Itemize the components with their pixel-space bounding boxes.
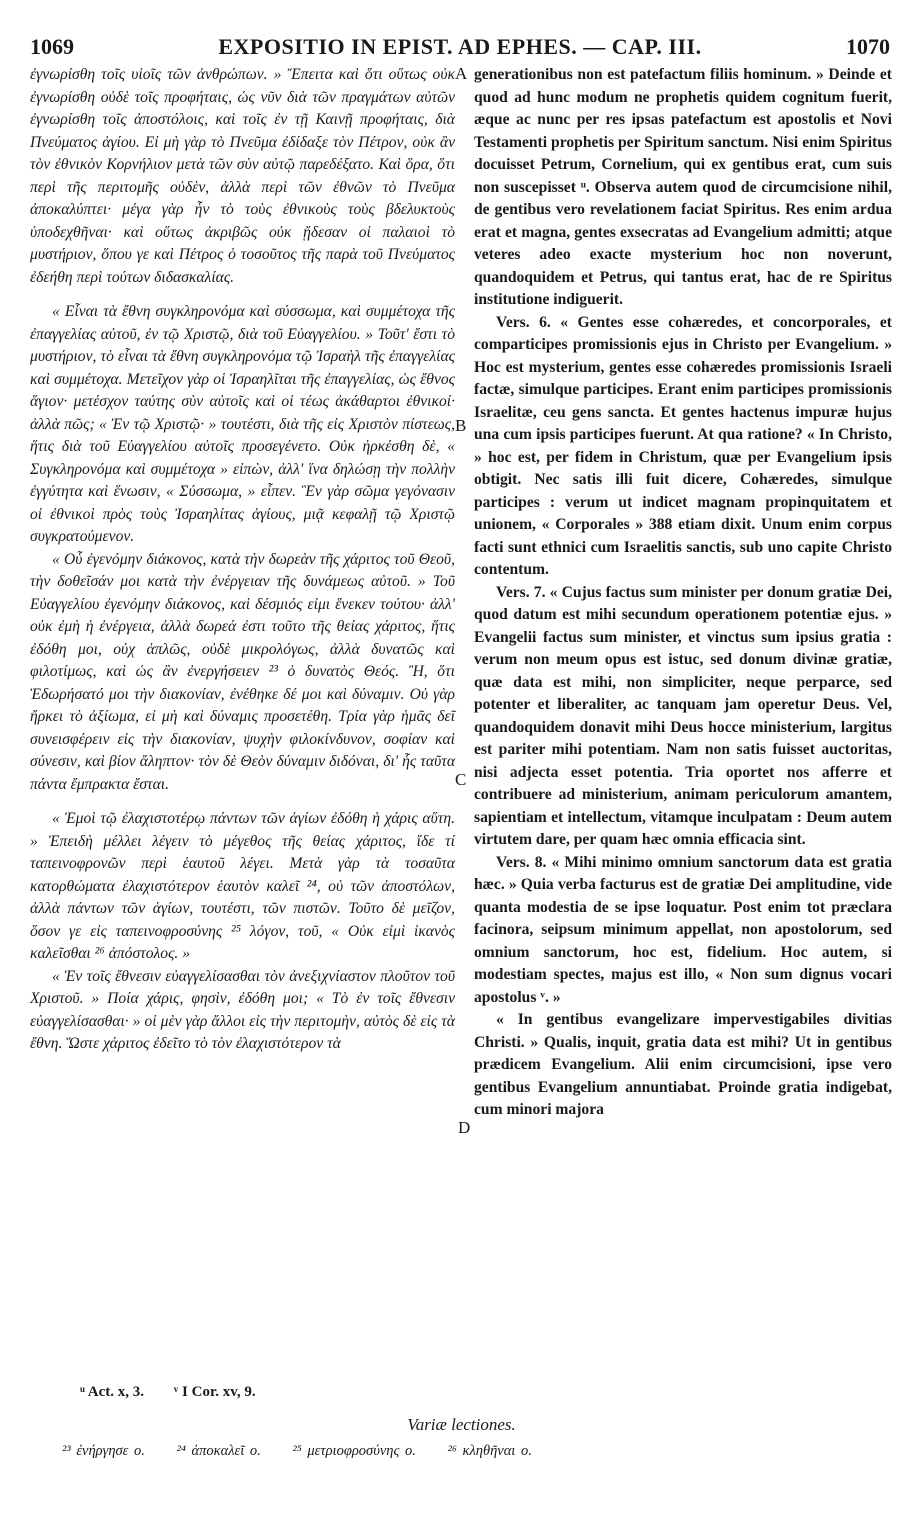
variae-lectiones-heading: Variæ lectiones. [407, 1415, 516, 1434]
page-number-left: 1069 [30, 34, 74, 59]
variant-reading: ²³ ἐνήργησε ο. [62, 1443, 145, 1459]
running-title: EXPOSITIO IN EPIST. AD EPHES. — CAP. III. [218, 34, 702, 59]
section-marker-b: B [455, 416, 467, 435]
variae-lectiones [62, 1443, 882, 1460]
latin-paragraph: Vers. 7. « Cujus factus sum minister per donum gratiæ Dei, quod datum est mihi secundum operationem potentiæ ejus. » Evangelii factus sum minister, et vinctus sum ipsius gratia : verum non meum opus est istuc, sed donum divinæ gratiæ, quæ data est mihi, non simpliciter, neque perparce, sed potenter et liberaliter, ac tanquam jam operetur Deus. Vel, quandoquidem donavit mihi Deus hocce ministerium, largitus est pariter mihi potentiam. Nam non satis fuisset auctoritas, nisi adjecta esset potentia. Tria oportet nos afferre et contribuere ad ministerium, animam periculorum amantem, sapientiam et intellectum, vitamque inculpatam : Deum autem virtutem dare, per quam hæc omnia efficacia sint. [474, 583, 892, 848]
section-marker-a: A [455, 64, 468, 83]
variant-reading: ²⁵ μετριοφροσύνης ο. [292, 1443, 416, 1459]
footnote: ᵘ Act. x, 3. [80, 1384, 145, 1400]
variant-reading: ²⁴ ἀποκαλεῖ ο. [176, 1443, 261, 1459]
latin-paragraph: generationibus non est patefactum filiis hominum. » Deinde et quod ad hunc modum ne prophetis quidem cognitum fuerit, æque ac nunc per res ipsas patefactum est apostolis et Novi Testamenti prophetis per Spiritum sanctum. Nisi enim Spiritus docuisset Petrum, Cornelium, qui ex gentibus erat, cum suis non suscepisset ᵘ. Observa autem quod de circumcisione nihil, de gentibus vero revelationem faciat Spiritus. Res enim ardua erat et magna, gentes exsecratas ad Evangelium admitti; atque veteres adeo exacte mysterium hoc non noverunt, quandoquidem et Petrus, qui tantus erat, hac de re Spiritus institutione indiguerit. [474, 66, 892, 308]
greek-column [30, 64, 455, 1056]
greek-paragraph: « Ἐμοὶ τῷ ἐλαχιστοτέρῳ πάντων τῶν ἁγίων ἐδόθη ἡ χάρις αὕτη. » Ἐπειδὴ μέλλει λέγειν τὸ μέγεθος τῆς θείας χάριτος, ἴδε τί ταπεινοφρονῶν περὶ ἑαυτοῦ λέγει. Μετὰ γὰρ τὰ τοσαῦτα κατορθώματα ἐλαχιστότερον ἑαυτὸν καλεῖ ²⁴, οὐ τῶν ἀποστόλων, ἀλλὰ πάντων τῶν ἁγίων, τουτέστι, τῶν πιστῶν. Τοῦτο δὲ μεῖζον, ὅσον γε εἰς ταπεινοφροσύνης ²⁵ λόγον, τοῦ, « Οὐκ εἰμὶ ἱκανὸς καλεῖσθαι ²⁶ ἀπόστολος. » [30, 810, 455, 962]
section-marker-c: C [455, 770, 467, 789]
latin-column [474, 64, 892, 1122]
latin-paragraph: Vers. 8. « Mihi minimo omnium sanctorum data est gratia hæc. » Quia verba facturus est de gratiæ Dei amplitudine, vide quanta modestia de se ipse loquatur. Post enim tot præclara facinora, seipsum minimum appellat, non apostolorum, sed omnium sanctorum, hoc est, fidelium. Hoc autem, si modestiam spectes, majus est illo, « Non sum dignus vocari apostolus ᵛ. » [474, 853, 892, 1006]
greek-paragraph: « Ἐν τοῖς ἔθνεσιν εὐαγγελίσασθαι τὸν ἀνεξιχνίαστον πλοῦτον τοῦ Χριστοῦ. » Ποία χάρις, φησὶν, ἐδόθη μοι; « Τὸ ἐν τοῖς ἔθνεσιν εὐαγγελίσασθαι· » οἱ μὲν γὰρ ἄλλοι εἰς τὴν περιτομὴν, αὐτὸς δὲ εἰς τὰ ἔθνη. Ὥστε χάριτος ἐδεῖτο τὸ τὸν ἐλαχιστότερον τὰ [30, 967, 455, 1052]
latin-paragraph: « In gentibus evangelizare impervestigabiles divitias Christi. » Qualis, inquit, gratia data est mihi? Ut in gentibus prædicem Evangelium. Alii enim circumcisioni, ipse vero gentibus Evangelium annuntiabat. Proinde gratia indigebat, cum minori majora [474, 1011, 892, 1118]
page-number-right: 1070 [846, 34, 890, 59]
footnote: ᵛ I Cor. xv, 9. [173, 1384, 256, 1400]
section-marker-d: D [458, 1118, 471, 1137]
footnotes [80, 1384, 480, 1401]
variant-reading: ²⁶ κληθῆναι ο. [447, 1443, 532, 1459]
greek-paragraph: ἐγνωρίσθη τοῖς υἱοῖς τῶν ἀνθρώπων. » Ἔπειτα καὶ ὅτι οὕτως οὐκ ἐγνωρίσθη οὐδὲ τοῖς προφήταις, ὡς νῦν διὰ τῶν πραγμάτων αὐτῶν ἐγνωρίσθη τοῖς ἀποστόλοις, καὶ τοῖς ἐν τῇ Καινῇ προφήταις, διὰ Πνεύματος ἁγίου. Εἰ μὴ γὰρ τὸ Πνεῦμα ἐδίδαξε τὸν Πέτρον, οὐκ ἂν τὸν ἐθνικὸν Κορνήλιον μετὰ τῶν σὺν αὐτῷ παρεδέξατο. Καὶ ὅρα, ὅτι περὶ τῆς περιτομῆς οὐδὲν, ἀλλὰ περὶ τῶν ἐθνῶν τὸ Πνεῦμα ἀποκαλύπτει· μέγα γὰρ ἦν τὸ τοὺς ἐθνικοὺς τοὺς βδελυκτοὺς ὑποδεχθῆναι· καὶ οὕτως ἀκριβῶς οὐκ ᾔδεσαν οἱ παλαιοὶ τὸ μυστήριον, ὅπου γε καὶ Πέτρος ὁ τοσοῦτος τῆς παρὰ τοῦ Πνεύματος ἐδεήθη περὶ τούτων διδασκαλίας. [30, 66, 455, 286]
latin-paragraph: Vers. 6. « Gentes esse cohæredes, et concorporales, et comparticipes promissionis ejus in Christo per Evangelium. » Hoc est mysterium, gentes esse cohæredes promissionis Israeli factæ, simulque participes. Erant enim participes promissionis Israelitæ, ceu gens sancta. Et gentes hactenus impuræ hujus una cum ipsis participes fuerunt. At qua ratione? « In Christo, » hoc est, per fidem in Christum, quæ per Evangelium ipsis obtigit. Nec satis illi fuit dicere, Cohæredes, simulque participes : verum ut indicet magnam propinquitatem et unionem, « Corporales » 388 etiam dixit. Unum enim corpus facti sunt ethnici cum Israelitis sanctis, sub uno capite Christo contentum. [474, 313, 892, 578]
greek-paragraph: « Οὗ ἐγενόμην διάκονος, κατὰ τὴν δωρεὰν τῆς χάριτος τοῦ Θεοῦ, τὴν δοθεῖσάν μοι κατὰ τὴν ἐνέργειαν τῆς δυνάμεως αὐτοῦ. » Τοῦ Εὐαγγελίου ἐγενόμην διάκονος, καὶ δέσμιός εἰμι ἕνεκεν τούτου· ἀλλ' οὐκ ἐμὴ ἡ ἐνέργεια, ἀλλὰ δωρεά ἐστι τοῦτο τῆς θείας χάριτος, ἥτις ἐδόθη μοι, οὐχ ἁπλῶς, οὐδὲ μικρολόγως, ἀλλὰ δυνατῶς καὶ φιλοτίμως, καὶ ὡς ἂν ἐνεργήσειεν ²³ ὁ δυνατὸς Θεός. Ἢ, ὅτι Ἐδωρήσατό μοι τὴν διακονίαν, ἐνέθηκε δέ μοι καὶ δύναμιν. Οὐ γὰρ ἤρκει τὸ ἀξίωμα, εἰ μὴ καὶ δύναμις προσετέθη. Τρία γὰρ ἡμᾶς δεῖ συνεισφέρειν εἰς τὴν διακονίαν, ψυχὴν φιλοκίνδυνον, σοφίαν καὶ σύνεσιν, καὶ βίον ἄληπτον· τὸν δὲ Θεὸν δύναμιν διδόναι, δι' ἧς ταῦτα πάντα ἔμπρακτα ἔσται. [30, 550, 455, 793]
greek-paragraph: « Εἶναι τὰ ἔθνη συγκληρονόμα καὶ σύσσωμα, καὶ συμμέτοχα τῆς ἐπαγγελίας αὐτοῦ, ἐν τῷ Χριστῷ, διὰ τοῦ Εὐαγγελίου. » Τοῦτ' ἔστι τὸ μυστήριον, τὸ εἶναι τὰ ἔθνη συγκληρονόμα τῷ Ἰσραὴλ τῆς ἐπαγγελίας καὶ συμμέτοχα. Μετεῖχον γὰρ οἱ Ἰσραηλῖται τῆς ἐπαγγελίας, ὡς ἔθνος ἅγιον· μετέσχον ταύτης σὺν αὐτοῖς καὶ οἱ τέως ἀκάθαρτοι ἐθνικοί· ἀλλὰ πῶς; « Ἐν τῷ Χριστῷ· » τουτέστι, διὰ τῆς εἰς Χριστὸν πίστεως, ἥτις διὰ τοῦ Εὐαγγελίου αὐτοῖς προσεγένετο. Οὐκ ἠρκέσθη δὲ, « Συγκληρονόμα καὶ συμμέτοχα » εἰπὼν, ἀλλ' ἵνα δηλώσῃ τὴν πολλὴν ἐγγύτητα καὶ ἕνωσιν, « Σύσσωμα, » εἶπεν. Ἓν γὰρ σῶμα γεγόνασιν οἱ ἐθνικοὶ πρὸς τοὺς Ἰσραηλίτας ἁγίους, μιᾷ κεφαλῇ τῷ Χριστῷ συγκρατούμενον. [30, 303, 455, 545]
